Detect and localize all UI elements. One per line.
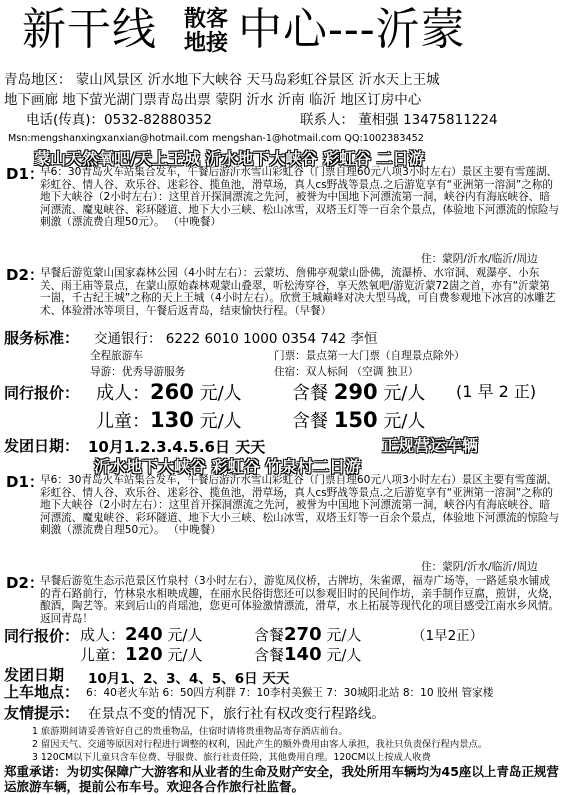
price1-adult-meal bbox=[292, 382, 425, 403]
price1-adult bbox=[96, 382, 242, 403]
depart2-label: 发团日期 bbox=[4, 666, 65, 684]
price2-child-meal-unit: 元/人 bbox=[326, 646, 362, 664]
promise-text: 为切实保障广大游客和从业者的生命及财产安全，我处所用车辆均为45座以上青岛正规营运旅游车辆，提前公布车号。欢迎各合作旅行社监督。 bbox=[4, 764, 559, 795]
notice-label: 友情提示： bbox=[4, 704, 80, 722]
contact-person: 联系人： 董相强 13475811224 bbox=[300, 112, 498, 128]
price2-adult-meal-value: 270 bbox=[284, 624, 322, 645]
tour1-day1-stay: 住：蒙阴/沂水/临沂/周边 bbox=[421, 253, 538, 265]
price1-child-meal-value: 150 bbox=[333, 408, 378, 432]
title-part-a: 新干线 bbox=[22, 4, 157, 55]
price2-child-value: 120 bbox=[125, 644, 163, 665]
price2-child-meal-label: 含餐 bbox=[254, 646, 285, 664]
msn-qq: Msn:mengshanxingxanxian@hotmail.com mengshan-1@hotmail.com QQ:1002383452 bbox=[8, 133, 424, 144]
price2-adult-meal-unit: 元/人 bbox=[326, 626, 362, 644]
price2-label: 同行报价： bbox=[4, 627, 80, 645]
depart2-dates: 10月1、2、3、4、5、6日 天天 bbox=[88, 671, 290, 687]
title-part-b-top: 散客 bbox=[184, 6, 229, 32]
price1-child-value: 130 bbox=[150, 408, 194, 432]
tour1-banner: 蒙山天然氧吧/天上王城 沂水地下大峡谷 彩虹谷 二日游 bbox=[34, 149, 425, 168]
price2-child-meal bbox=[254, 646, 361, 664]
price2-child-meal-value: 140 bbox=[284, 644, 322, 665]
price1-adult-label: 成人： bbox=[96, 383, 150, 404]
service-tickets: 门票：景点第一大门票（自理景点除外） bbox=[274, 350, 465, 362]
price1-child-meal-unit: 元/人 bbox=[383, 411, 426, 432]
phone-fax: 电话(传真)：0532-82880352 bbox=[26, 112, 212, 128]
depart1-dates: 10月1.2.3.4.5.6日 天天 bbox=[88, 438, 266, 456]
tour2-day1-stay: 住：蒙阴/沂水/临沂/周边 bbox=[421, 561, 538, 573]
service-label: 服务标准： bbox=[4, 329, 80, 347]
price2-adult-value: 240 bbox=[125, 624, 163, 645]
notice-item-1: 1 旅游期间请妥善管好自己的贵重物品，住宿时请将贵重物品寄存酒店前台。 bbox=[32, 726, 348, 737]
price1-child-label: 儿童： bbox=[96, 411, 150, 432]
tour1-day2-label: D2： bbox=[6, 266, 44, 284]
tour2-day2-text: 早餐后游览生态示范景区竹泉村（3小时左右），游览凤仪桥，古牌坊，朱雀谭，福寿广场等，一路延泉水铺成的青石路前行，竹林泉水相映成趣，在丽水民俗街您还可以参观旧时的民间作坊，亲手制作豆腐，煎饼，火烧，酿酒，陶艺等。来到后山的肖瑶池，您更可体验激情漂流，滑草，水上拓展等现代化的项目感受江南水乡风情。返回青岛！ bbox=[40, 575, 560, 625]
tour1-day2-text: 早餐后游览蒙山国家森林公园（4小时左右）：云蒙坊、詹佛亭观蒙山卧佛，流瀑桥、水帘洞、观瀑亭、小东关、雨王庙等景点，在蒙山原始森林观蒙山叠翠，听松涛穿谷，享天然氧吧/游览沂蒙72崮之首，亦有“沂蒙第一崮，千古纪王城”之称的天上王城（4小时左右）。欣赏王城巅峰对决大型马战，可自费参观地下冰宫的冰雕艺术、体验滑冰等项目，午餐后返青岛，结束愉快行程。（早餐） bbox=[40, 267, 556, 317]
pickup-label: 上车地点： bbox=[4, 683, 80, 701]
bank-account: 交通银行： 6222 6010 1000 0354 742 李恒 bbox=[94, 331, 378, 347]
depart1-label: 发团日期： bbox=[4, 437, 80, 455]
price1-child-meal-label: 含餐 bbox=[292, 411, 328, 432]
price1-adult-meal-value: 290 bbox=[333, 380, 378, 404]
tour2-banner: 沂水地下大峡谷 彩虹谷 竹泉村二日游 bbox=[94, 457, 362, 476]
tour2-day1-text: 早6：30青岛火车站集合发车，午餐后游沂水雪山彩虹谷（门票自理60元八项3小时左右）景区主要有雪莲湖、彩虹谷、情人谷、欢乐谷、迷彩谷、揽鱼池，滑草场，真人cs野战等景点.之后游览享有“亚洲第一溶洞”之称的地下大峡谷（2小时左右）：这里首开探洞漂流之先河，被誉为中国地下河漂流第一洞，峡谷内有海底峡谷、暗河漂流、魔鬼峡谷、彩环隧道、地下大小三峡、松山冰雪，双塔玉灯等一百余个景点，体验地下河漂流的惊险与刺激（漂流费自理50元）。 （中晚餐） bbox=[40, 474, 560, 536]
service-guide: 导游：优秀导游服务 bbox=[90, 366, 186, 378]
title-part-b-bottom: 地接 bbox=[184, 30, 229, 56]
notice-item-3: 3 120CM以下儿童只含车位费、导服费、旅行社责任险，其他费用自理。120CM以上按成人收费 bbox=[32, 752, 431, 763]
price2-adult-meal bbox=[254, 626, 361, 644]
tour1-day1-text: 早6：30青岛火车站集合发车，午餐后游沂水雪山彩虹谷（门票自理60元八项3小时左右）景区主要有雪莲湖、彩虹谷、情人谷、欢乐谷、迷彩谷、揽鱼池，滑草场，真人cs野战等景点.之后游览享有“亚洲第一溶洞”之称的地下大峡谷（2小时左右）：这里首开探洞漂流之先河，被誉为中国地下河漂流第一洞，峡谷内有海底峡谷、暗河漂流、魔鬼峡谷、彩环隧道、地下大小三峡、松山冰雪，双塔玉灯等一百余个景点，体验地下河漂流的惊险与刺激（漂流费自理50元）。 （中晚餐） bbox=[40, 166, 560, 228]
tour1-day1-label: D1： bbox=[6, 165, 44, 183]
price2-child-unit: 元/人 bbox=[167, 646, 203, 664]
service-bus: 全程旅游车 bbox=[90, 350, 143, 362]
service-lodging: 住宿：双人标间 （空调 独卫） bbox=[274, 366, 419, 378]
depart1-bus: 正规营运车辆 bbox=[382, 436, 479, 455]
price1-child bbox=[96, 410, 242, 431]
price1-meal-note: (1 早 2 正) bbox=[456, 382, 537, 401]
price2-adult-unit: 元/人 bbox=[167, 626, 203, 644]
price2-adult bbox=[80, 626, 202, 644]
region-line-1: 青岛地区： 蒙山风景区 沂水地下大峡谷 天马岛彩虹谷景区 沂水天上王城 bbox=[4, 72, 440, 88]
title-part-c: 中心---沂蒙 bbox=[238, 4, 466, 55]
region-line-2: 地下画廊 地下萤光湖门票青岛出票 蒙阴 沂水 沂南 临沂 地区订房中心 bbox=[4, 92, 422, 108]
price1-adult-meal-unit: 元/人 bbox=[383, 383, 426, 404]
price1-child-unit: 元/人 bbox=[199, 411, 242, 432]
price2-meal-note: （1早2正） bbox=[412, 628, 484, 644]
pickup-points: 6：40老火车站 6：50四方利群 7：10李村美猴王 7：30城阳北站 8：10 胶州 管家楼 bbox=[86, 687, 494, 699]
tour2-day2-label: D2： bbox=[6, 574, 44, 592]
notice-item-2: 2 留因天气、交通等原因对行程进行调整的权利，因此产生的额外费用由客人承担，我社只负责保行程内景点。 bbox=[32, 739, 488, 750]
notice-main: 在景点不变的情况下，旅行社有权改变行程路线。 bbox=[88, 706, 385, 722]
tour2-day1-label: D1： bbox=[6, 473, 44, 491]
price2-child-label: 儿童： bbox=[80, 646, 126, 664]
price2-child bbox=[80, 646, 202, 664]
promise-block bbox=[4, 764, 564, 795]
promise-label: 郑重承诺： bbox=[4, 764, 67, 779]
price2-adult-label: 成人： bbox=[80, 626, 126, 644]
price1-adult-value: 260 bbox=[150, 380, 194, 404]
price1-label: 同行报价： bbox=[4, 384, 80, 402]
price1-child-meal bbox=[292, 410, 425, 431]
price1-adult-meal-label: 含餐 bbox=[292, 383, 328, 404]
price1-adult-unit: 元/人 bbox=[199, 383, 242, 404]
price2-adult-meal-label: 含餐 bbox=[254, 626, 285, 644]
